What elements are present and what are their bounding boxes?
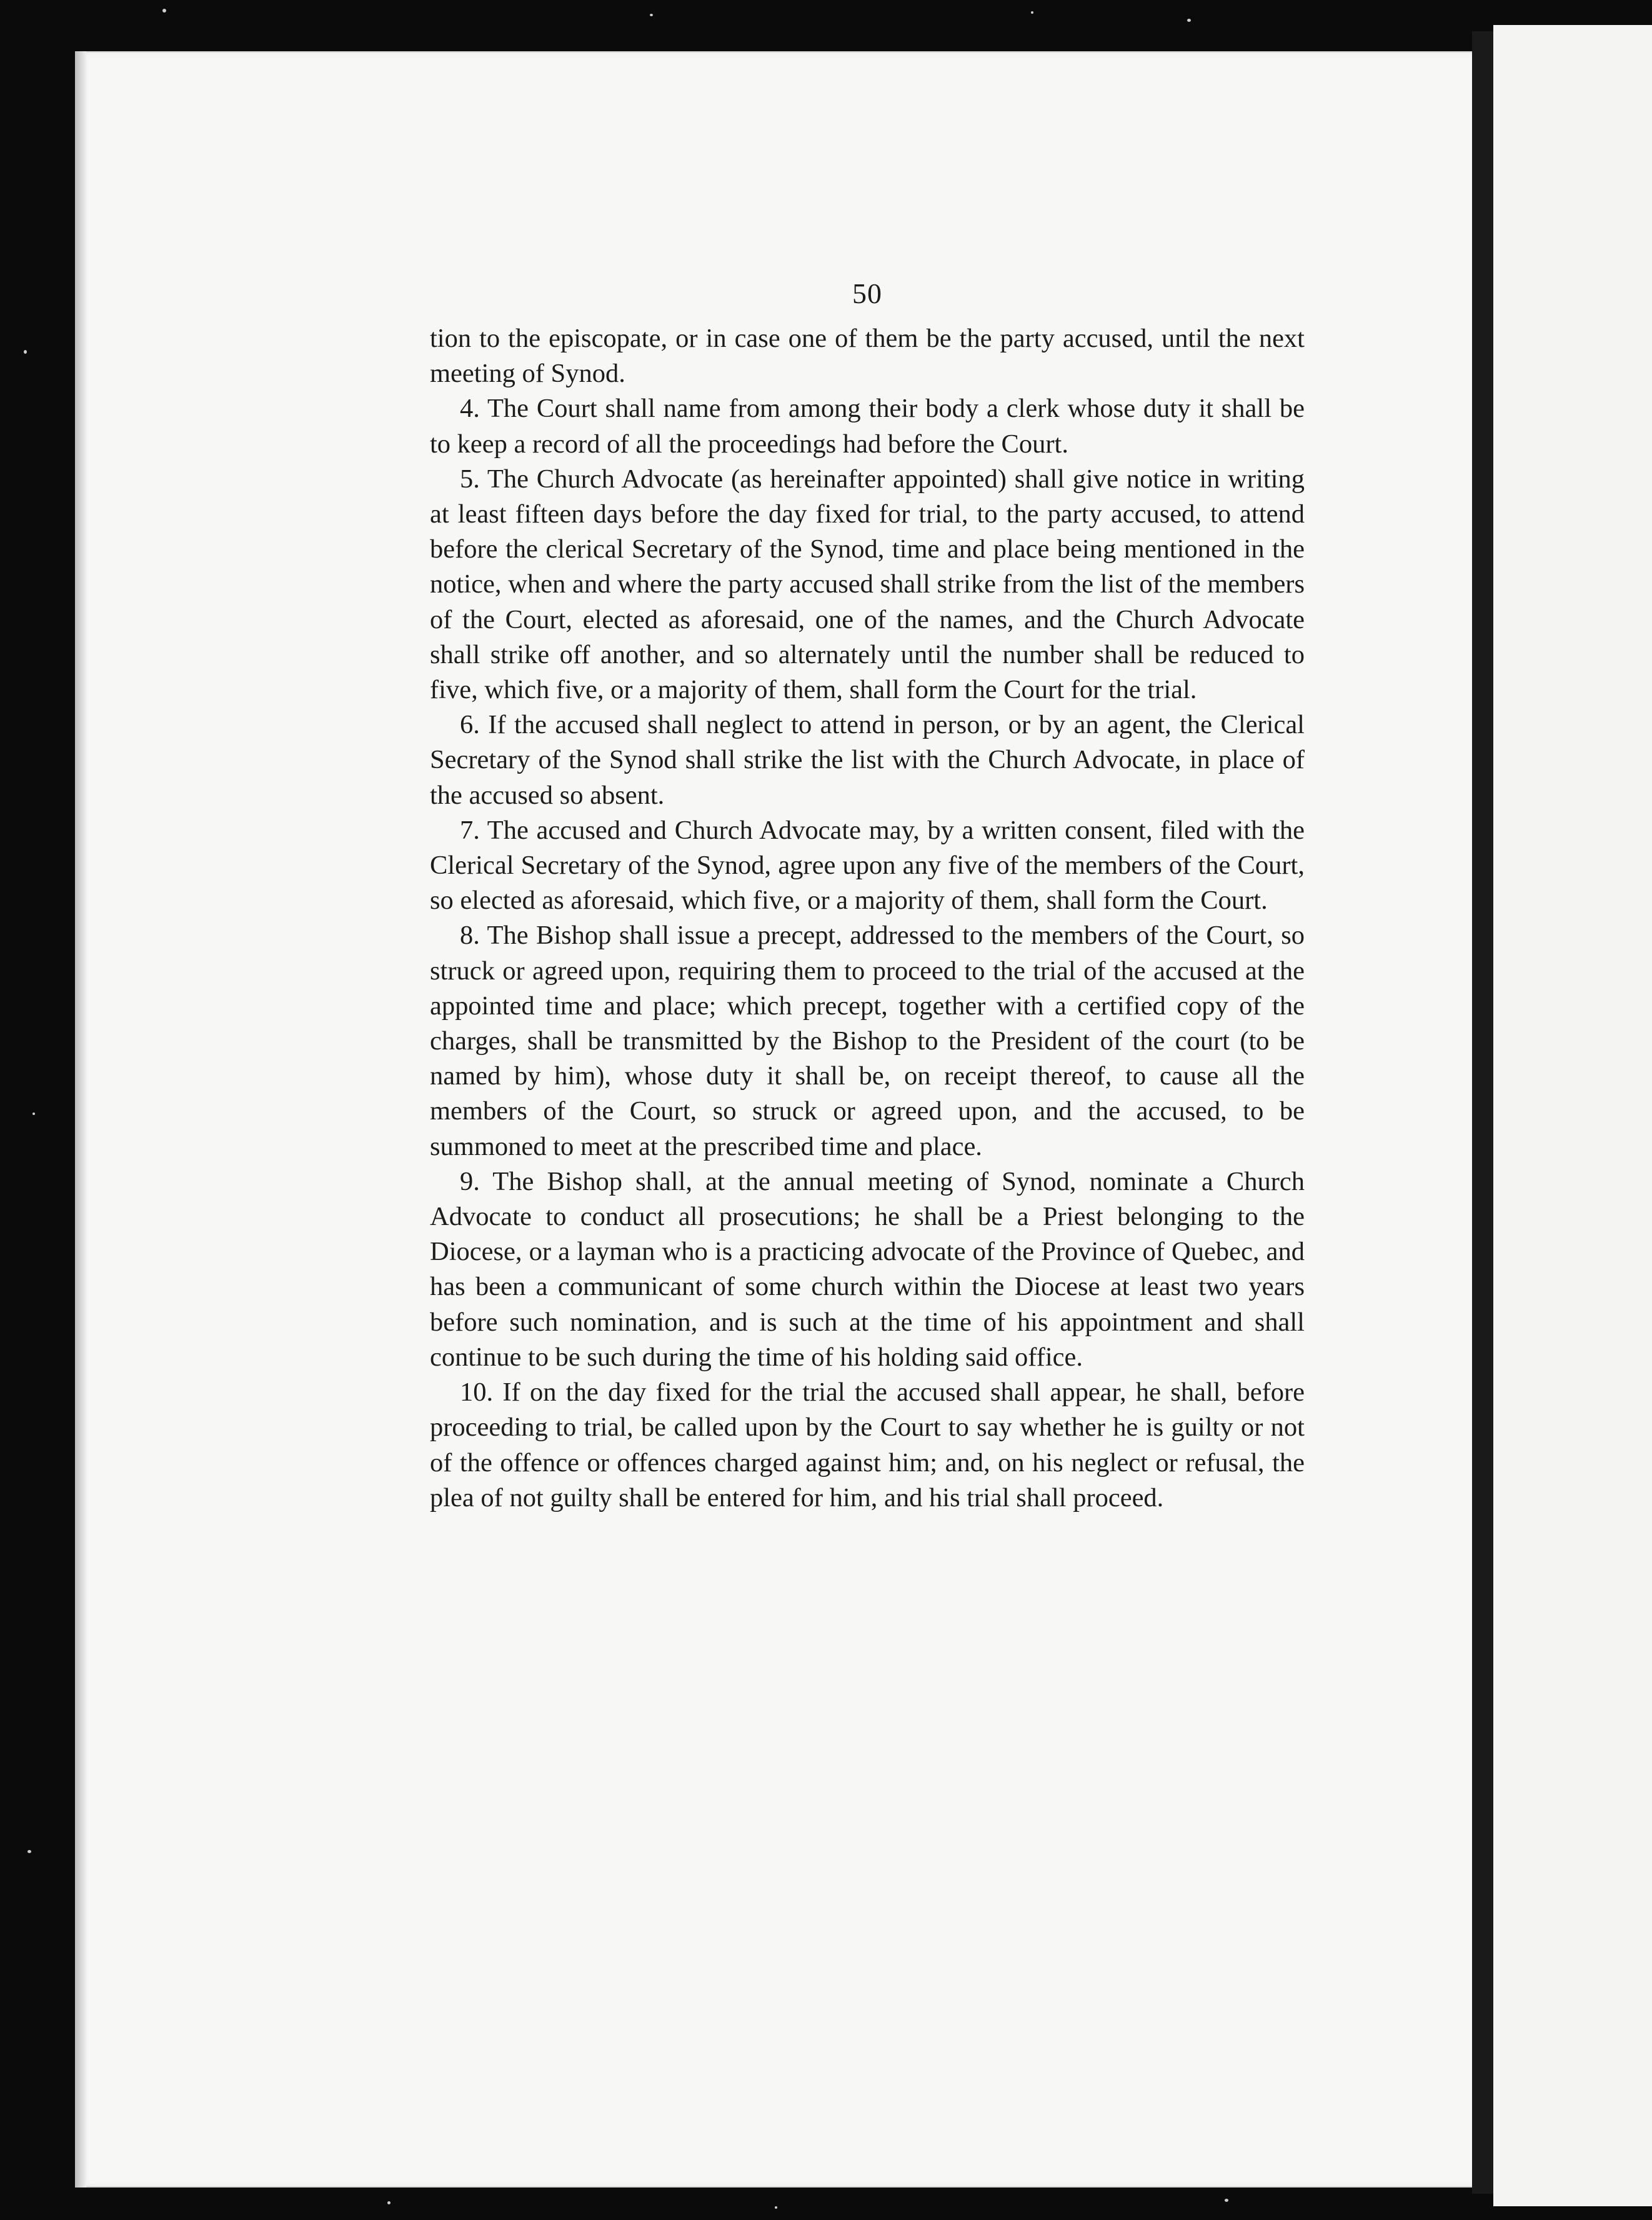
scan-speck: [27, 1850, 31, 1853]
scan-speck: [32, 1112, 35, 1115]
scan-speck: [387, 2201, 391, 2204]
section-7-paragraph: 7. The accused and Church Advocate may, by a written consent, filed with the Clerical Secretary of the Synod, agree upon any five of the members of the Court, so elected as aforesaid, which five, or a majority of them, shall form the Court.: [430, 815, 1305, 916]
scan-speck: [775, 2206, 777, 2209]
section-10-paragraph: 10. If on the day fixed for the trial the accused shall appear, he shall, before proceeding to trial, be called upon by the Court to say whether he is guilty or not of the offence or offences charged against him; and, on his neglect or refusal, the plea of not guilty shall be entered for him, and his trial shall proceed.: [430, 1378, 1305, 1512]
scan-speck: [650, 14, 653, 16]
page-number: 50: [852, 278, 882, 309]
scan-speck: [24, 350, 27, 354]
paragraph-continuation: tion to the episcopate, or in case one of them be the party accused, until the next meeting of Synod.: [430, 324, 1305, 389]
page-content: [430, 275, 1305, 1516]
section-9-paragraph: 9. The Bishop shall, at the annual meeting of Synod, nominate a Church Advocate to conduct all prosecutions; he shall be a Priest belonging to the Diocese, or a layman who is a practicing advocate of the Province of Quebec, and has been a communicant of some church within the Diocese at least two years before such nomination, and is such at the time of his appointment and shall continue to be such during the time of his holding said office.: [430, 1166, 1305, 1372]
section-6-paragraph: 6. If the accused shall neglect to attend in person, or by an agent, the Clerical Secretary of the Synod shall strike the list with the Church Advocate, in place of the accused so absent.: [430, 710, 1305, 810]
scan-speck: [162, 9, 166, 12]
adjacent-page-edge: [1493, 25, 1652, 2206]
section-8-paragraph: 8. The Bishop shall issue a precept, addressed to the members of the Court, so struck or agreed upon, requiring them to proceed to the trial of the accused at the appointed time and place; which precept, together with a certified copy of the charges, shall be transmitted by the Bishop to the President of the court (to be named by him), whose duty it shall be, on receipt thereof, to cause all the members of the Court, so struck or agreed upon, and the accused, to be summoned to meet at the prescribed time and place.: [430, 921, 1305, 1161]
section-4-paragraph: 4. The Court shall name from among their body a clerk whose duty it shall be to keep a record of all the proceedings had before the Court.: [430, 394, 1305, 459]
scan-speck: [1031, 11, 1033, 14]
scan-speck: [1187, 19, 1191, 22]
section-5-paragraph: 5. The Church Advocate (as hereinafter appointed) shall give notice in writing at least fifteen days before the day fixed for trial, to the party accused, to attend before the clerical Secretary of the Synod, time and place being mentioned in the notice, when and where the party accused shall strike from the list of the members of the Court, elected as aforesaid, one of the names, and the Church Advocate shall strike off another, and so alternately until the number shall be reduced to five, which five, or a majority of them, shall form the Court for the trial.: [430, 464, 1305, 705]
page-binding-shadow: [75, 51, 86, 2188]
scan-speck: [1225, 2199, 1228, 2202]
book-gutter: [1472, 31, 1493, 2194]
